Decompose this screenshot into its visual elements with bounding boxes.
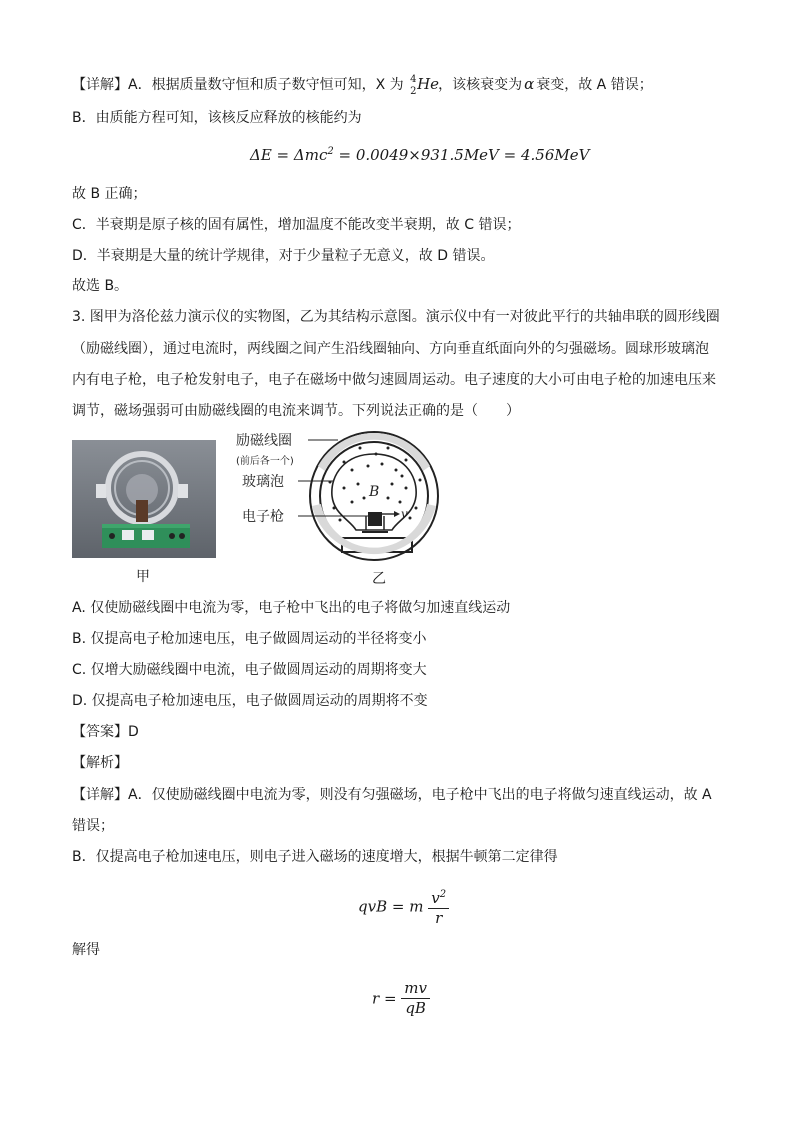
caption-yi: 乙 bbox=[372, 571, 386, 587]
helium-element: He bbox=[417, 75, 440, 93]
answer-line: 【答案】D bbox=[72, 724, 139, 740]
detail2-line-2: 错误； bbox=[72, 818, 114, 834]
radius-eq-lhs: r = bbox=[372, 989, 402, 1008]
newton-eq-lhs: qvB = m bbox=[358, 897, 424, 916]
helium-mass: 4 bbox=[410, 74, 417, 85]
radius-eq-fraction bbox=[401, 980, 430, 1017]
option-d: D. 仅提高电子枪加速电压，电子做圆周运动的周期将不变 bbox=[72, 693, 428, 709]
helium-charge: 2 bbox=[410, 86, 417, 97]
radius-eq-denominator: qB bbox=[405, 999, 426, 1017]
question-line-3: 内有电子枪，电子枪发射电子，电子在磁场中做匀速圆周运动。电子速度的大小可由电子枪的加速电压来 bbox=[72, 372, 716, 388]
detail2-line-1: 【详解】A．仅使励磁线圈中电流为零，则没有匀强磁场，电子枪中飞出的电子将做匀速直线运动，故 A bbox=[72, 787, 712, 803]
detail-line-b: B．由质能方程可知，该核反应释放的核能约为 bbox=[72, 110, 362, 126]
radius-equation bbox=[372, 980, 430, 1017]
energy-equation bbox=[250, 146, 589, 164]
structure-diagram bbox=[234, 426, 454, 586]
energy-eq-square: 2 bbox=[327, 146, 334, 157]
radius-eq-numerator: mv bbox=[401, 980, 430, 999]
detail-line-a bbox=[72, 74, 653, 95]
coil-note: (前后各一个) bbox=[236, 456, 294, 467]
question-line-4: 调节，磁场强弱可由励磁线圈的电流来调节。下列说法正确的是（ ） bbox=[72, 403, 520, 419]
energy-eq-lhs: ΔE = Δmc bbox=[250, 146, 328, 164]
apparatus-photo bbox=[72, 440, 216, 558]
option-b: B. 仅提高电子枪加速电压，电子做圆周运动的半径将变小 bbox=[72, 631, 427, 647]
detail-line-a-text: 【详解】A．根据质量数守恒和质子数守恒可知，X 为 bbox=[72, 77, 404, 93]
option-a: A. 仅使励磁线圈中电流为零，电子枪中飞出的电子将做匀加速直线运动 bbox=[72, 600, 511, 616]
velocity-symbol: v bbox=[401, 507, 408, 521]
detail-line-c: C．半衰期是原子核的固有属性，增加温度不能改变半衰期，故 C 错误； bbox=[72, 217, 521, 233]
alpha-symbol: α bbox=[524, 75, 535, 93]
question-line-1: 3. 图甲为洛伦兹力演示仪的实物图，乙为其结构示意图。演示仪中有一对彼此平行的共轴串联的圆形线圈 bbox=[72, 309, 720, 325]
option-c: C. 仅增大励磁线圈中电流，电子做圆周运动的周期将变大 bbox=[72, 662, 427, 678]
analysis-heading: 【解析】 bbox=[72, 755, 128, 771]
detail-line-a-mid: ，该核衰变为 bbox=[438, 77, 523, 93]
newton-eq-numerator: $v^2$ bbox=[428, 886, 449, 909]
helium-symbol bbox=[408, 74, 440, 97]
newton-eq-denominator: r bbox=[435, 909, 443, 927]
question-line-2: （励磁线圈），通过电流时，两线圈之间产生沿线圈轴向、方向垂直纸面向外的匀强磁场。圆球形玻璃泡 bbox=[72, 341, 709, 357]
field-symbol: B bbox=[369, 484, 380, 500]
bulb-label: 玻璃泡 bbox=[242, 474, 284, 490]
gun-label: 电子枪 bbox=[242, 509, 284, 525]
choose-line: 故选 B。 bbox=[72, 278, 129, 294]
caption-jia: 甲 bbox=[136, 569, 150, 585]
detail-line-d: D．半衰期是大量的统计学规律，对于少量粒子无意义，故 D 错误。 bbox=[72, 248, 495, 264]
solve-line: 解得 bbox=[72, 942, 100, 958]
energy-eq-rhs: = 0.0049×931.5MeV = 4.56MeV bbox=[333, 146, 590, 164]
detail-line-b-result: 故 B 正确； bbox=[72, 186, 147, 202]
newton-equation bbox=[358, 886, 449, 927]
coil-label: 励磁线圈 bbox=[236, 433, 292, 449]
detail-line-a-end: 衰变，故 A 错误； bbox=[536, 77, 653, 93]
newton-eq-fraction bbox=[428, 886, 449, 927]
detail2-line-3: B．仅提高电子枪加速电压，则电子进入磁场的速度增大，根据牛顿第二定律得 bbox=[72, 849, 558, 865]
